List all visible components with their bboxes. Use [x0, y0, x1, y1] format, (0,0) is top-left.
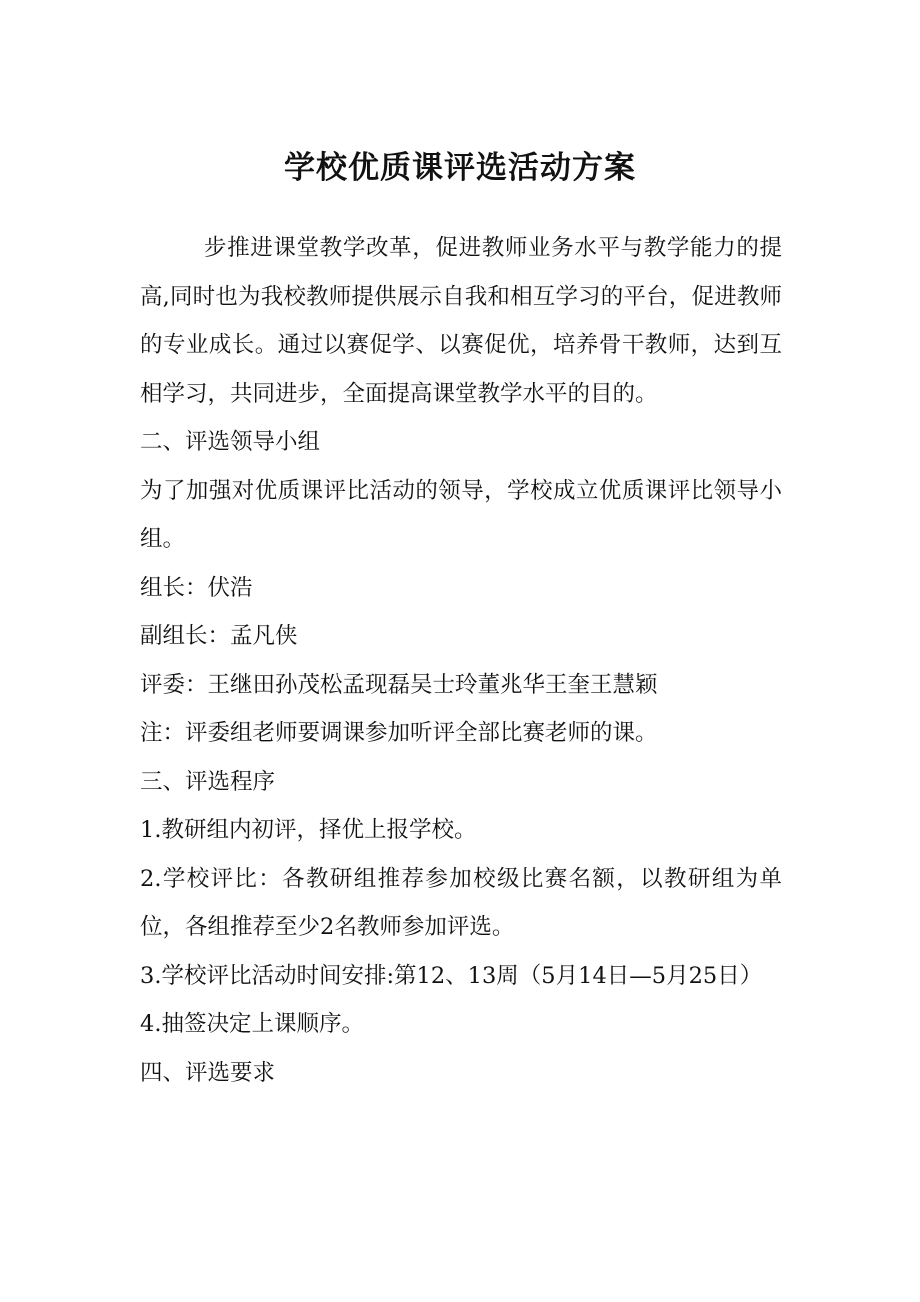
section-heading-selection-requirements: 四、评选要求 [140, 1059, 276, 1086]
document-title: 学校优质课评选活动方案 [284, 150, 636, 186]
procedure-item-3: 3.学校评比活动时间安排:第12、13周（5月14日—5月25日） [140, 962, 763, 989]
section-heading-selection-procedure: 三、评选程序 [140, 768, 276, 795]
document-body [140, 224, 782, 1097]
procedure-item-2: 2.学校评比：各教研组推荐参加校级比赛名额，以教研组为单位，各组推荐至少2名教师参加评选。 [140, 865, 782, 940]
judges-note-line: 注：评委组老师要调课参加听评全部比赛老师的课。 [140, 720, 658, 746]
leadership-group-paragraph: 为了加强对优质课评比活动的领导，学校成立优质课评比领导小组。 [140, 477, 782, 552]
procedure-item-1: 1.教研组内初评，择优上报学校。 [140, 817, 477, 843]
intro-paragraph: 步推进课堂教学改革，促进教师业务水平与教学能力的提高,同时也为我校教师提供展示自我和相互学习的平台，促进教师的专业成长。通过以赛促学、以赛促优，培养骨干教师，达到互相学习，共同进步，全面提高课堂教学水平的目的。 [140, 235, 782, 407]
group-leader-line: 组长：伏浩 [140, 574, 253, 601]
deputy-leader-line: 副组长：孟凡侠 [140, 623, 298, 649]
judges-line: 评委：王继田孙茂松孟现磊吴士玲董兆华王奎王慧颖 [140, 671, 658, 698]
procedure-item-4: 4.抽签决定上课顺序。 [140, 1011, 364, 1037]
section-heading-leadership-group: 二、评选领导小组 [140, 429, 321, 455]
